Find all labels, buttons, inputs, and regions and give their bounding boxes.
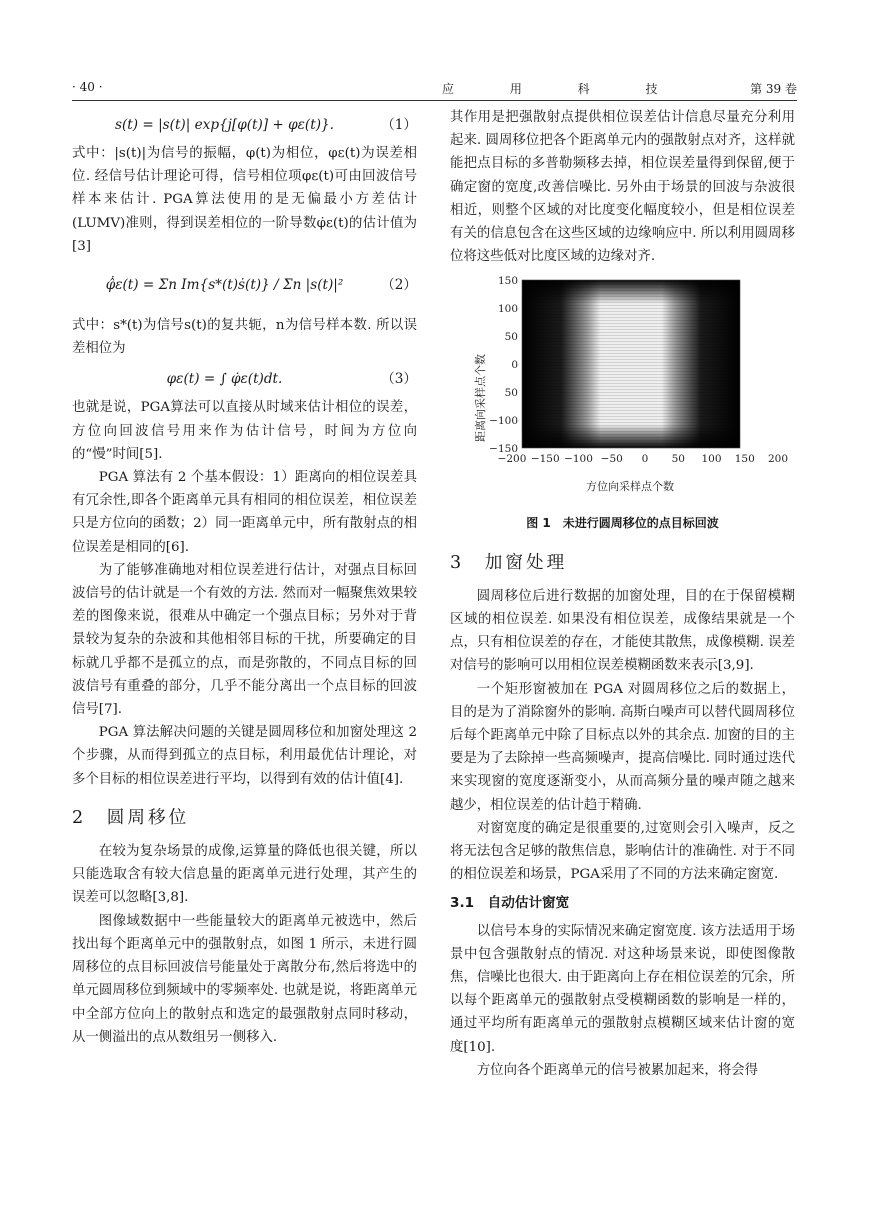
paragraph: 对窗宽度的确定是很重要的,过宽则会引入噪声，反之将无法包含足够的散焦信息，影响估计的准确性. 对于不同的相位误差和场景，PGA采用了不同的方法来确定窗宽. — [450, 820, 795, 883]
y-tick-label: 50 — [504, 387, 518, 400]
right-column — [450, 106, 795, 1082]
section-heading: 2 圆周移位 — [72, 807, 190, 828]
figure-caption: 图 1 未进行圆周移位的点目标回波 — [526, 516, 719, 531]
running-header — [72, 80, 797, 98]
paragraph: 在较为复杂场景的成像,运算量的降低也很关键，所以只能选取含有较大信息量的距离单元进行处理，其产生的误差可以忽略[3,8]. — [72, 844, 417, 906]
y-tick-label: 100 — [497, 303, 518, 316]
left-column — [72, 106, 417, 1049]
paragraph: 为了能够准确地对相位误差进行估计，对强点目标回波信号的估计就是一个有效的方法. 然而对一幅聚焦效果较差的图像来说，很难从中确定一个强点目标；另外对于背景较为复杂的杂波和其他相邻目标的干扰，所要确定的目标就几乎都不是孤立的点，而是弥散的，不同点目标的回波信号有重叠的部分，几乎不能分离出一个点目标的回波信号[7]. — [72, 562, 417, 718]
y-tick-label: 50 — [504, 331, 518, 344]
paragraph: PGA 算法有 2 个基本假设：1）距离向的相位误差具有冗余性,即各个距离单元具有相同的相位误差，相位误差只是方位向的函数；2）同一距离单元中，所有散射点的相位误差是相同的[6]. — [72, 470, 417, 555]
paragraph: PGA 算法解决问题的关键是圆周移位和加窗处理这 2 个步骤，从而得到孤立的点目标，利用最优估计理论，对多个目标的相位误差进行平均，以得到有效的估计值[4]. — [72, 725, 417, 787]
heatmap-texture — [522, 280, 740, 448]
header-rule — [72, 100, 797, 101]
y-tick-label: 0 — [511, 359, 518, 372]
equation-2-body: φ̂̇ε(t) = Σn Im{s*(t)ṡ(t)} / Σn |s(t)|² — [105, 277, 344, 294]
equation-3-body: φε(t) = ∫ φ̇ε(t)dt. — [166, 371, 283, 388]
equation-3 — [72, 360, 417, 396]
x-tick-label: −50 — [600, 453, 623, 466]
subsection-heading: 3.1 自动估计窗宽 — [450, 895, 570, 912]
section-heading: 3 加窗处理 — [450, 552, 568, 573]
figure-1 — [450, 272, 795, 510]
paragraph: 也就是说，PGA算法可以直接从时域来估计相位的误差，方位向回波信号用来作为估计信号，时间为方位向的“慢”时间[5]. — [72, 400, 417, 462]
paragraph: 以信号本身的实际情况来确定窗宽度. 该方法适用于场景中包含强散射点的情况. 对这种场景来说，即使图像散焦，信噪比也很大. 由于距离向上存在相位误差的冗余，所以每个距离单元的强散射点受模糊函数的影响是一样的，通过平均所有距离单元的强散射点模糊区域来估计窗的宽度[10]. — [450, 923, 795, 1055]
x-axis-label: 方位向采样点个数 — [586, 480, 674, 494]
paragraph: 图像域数据中一些能量较大的距离单元被选中，然后找出每个距离单元中的强散射点，如图 1 所示，未进行圆周移位的点目标回波信号能量处于离散分布,然后将选中的单元圆周移位到频域中的零频率处. 也就是说，将距离单元中全部方位向上的散射点和选定的最强散射点同时移动，从一侧溢出的点从数组另一侧移入. — [72, 913, 417, 1045]
x-tick-label: 100 — [701, 453, 722, 466]
paragraph: 式中：s*(t)为信号s(t)的复共轭，n为信号样本数. 所以误差相位为 — [72, 318, 417, 357]
equation-1-number: （1） — [381, 117, 417, 133]
page-number: · 40 · — [72, 80, 103, 94]
y-tick-label: 150 — [497, 275, 518, 288]
x-tick-label: 150 — [734, 453, 755, 466]
x-tick-label: 0 — [641, 453, 649, 466]
paragraph: 圆周移位后进行数据的加窗处理，目的在于保留模糊区域的相位误差. 如果没有相位误差，成像结果就是一个点，只有相位误差的存在，才能使其散焦，成像模糊. 误差对信号的影响可以用相位误差模糊函数来表示[3,9]. — [450, 588, 795, 674]
paragraph: 其作用是把强散射点提供相位误差估计信息尽量充分利用起来. 圆周移位把各个距离单元内的强散射点对齐，这样就能把点目标的多普勒频移去掉，相位误差量得到保留,便于确定窗的宽度,改善信噪比. 另外由于场景的回波与杂波很相近，则整个区域的对比度变化幅度较小，但是相位误差有关的信息包含在这些区域的边缘响应中. 所以利用圆周移位将这些低对比度区域的边缘对齐. — [450, 110, 795, 265]
x-tick-label: 50 — [671, 453, 685, 466]
x-tick-label: 200 — [767, 453, 789, 466]
equation-3-number: （3） — [381, 371, 417, 388]
x-tick-label: −100 — [564, 453, 593, 466]
equation-2 — [72, 258, 417, 314]
y-axis-label: 距离向采样点个数 — [474, 354, 487, 443]
paragraph: 方位向各个距离单元的信号被累加起来，将会得 — [476, 1062, 758, 1078]
x-tick-label: −200 — [497, 453, 527, 466]
y-tick-label: −100 — [489, 415, 518, 428]
equation-1-body: s(t) = |s(t)| exp{j[φ(t)] + φε(t)}. — [115, 117, 334, 133]
paragraph: 一个矩形窗被加在 PGA 对圆周移位之后的数据上，目的是为了消除窗外的影响. 高斯白噪声可以替代圆周移位后每个距离单元中除了目标点以外的其余点. 加窗的目的主要是为了去除掉一些高频噪声，提高信噪比. 同时通过迭代来实现窗的宽度逐渐变小，从而高频分量的噪声随之越来越少，相位误差的估计趋于精确. — [450, 681, 795, 813]
heatmap-chart — [450, 272, 795, 510]
y-tick-label: −150 — [489, 443, 518, 456]
equation-2-number: （2） — [381, 277, 417, 294]
paragraph: 式中：|s(t)|为信号的振幅，φ(t)为相位，φε(t)为误差相位. 经信号估计理论可得，信号相位项φε(t)可由回波信号样本来估计. PGA算法使用的是无偏最小方差估计(LUMV)准则，得到误差相位的一阶导数φ̇ε(t)的估计值为[3] — [72, 146, 417, 254]
volume-label: 第 39 卷 — [750, 82, 797, 96]
journal-name: 应 用 科 技 — [442, 82, 684, 96]
equation-1 — [72, 106, 417, 142]
x-tick-label: −150 — [530, 453, 560, 466]
